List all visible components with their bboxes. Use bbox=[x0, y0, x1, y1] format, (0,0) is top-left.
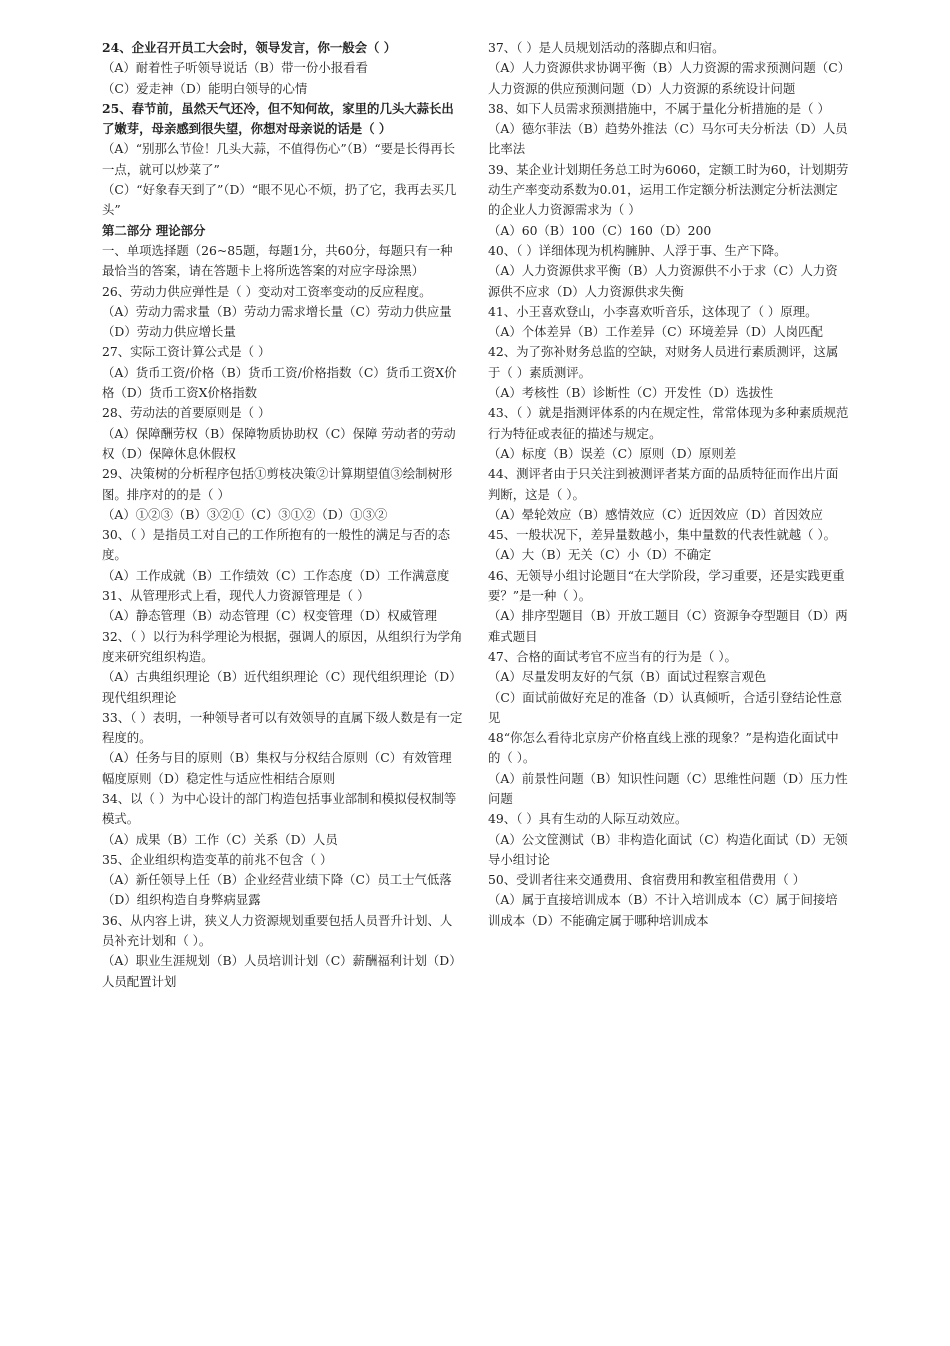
left-column-paragraph: （A）耐着性子听领导说话（B）带一份小报看看 bbox=[102, 60, 368, 76]
right-column-paragraph: 48“你怎么看待北京房产价格直线上涨的现象？”是构造化面试中的（ ）。 bbox=[488, 730, 839, 766]
right-column-paragraph: （A）个体差异（B）工作差异（C）环境差异（D）人岗匹配 bbox=[488, 324, 823, 340]
right-column-paragraph: （A）属于直接培训成本（B）不计入培训成本（C）属于间接培训成本（D）不能确定属于哪种培训成本 bbox=[488, 892, 838, 928]
left-column-paragraph: （A）劳动力需求量（B）劳动力需求增长量（C）劳动力供应量（D）劳动力供应增长量 bbox=[102, 303, 452, 340]
right-column-paragraph: （A）晕轮效应（B）感情效应（C）近因效应（D）首因效应 bbox=[488, 506, 823, 522]
right-column-paragraph: （A）标度（B）误差（C）原则（D）原则差 bbox=[488, 445, 737, 461]
right-column-paragraph: （A）考核性（B）诊断性（C）开发性（D）选拔性 bbox=[488, 385, 774, 401]
left-column-paragraph: （A）①②③（B）③②①（C）③①②（D）①③② bbox=[102, 506, 388, 522]
right-column-paragraph: 43、（ ）就是指测评体系的内在规定性，常常体现为多种素质规范行为特征或表征的描述与规定。 bbox=[488, 405, 849, 441]
left-column-paragraph: 29、决策树的分析程序包括①剪枝决策②计算期望值③绘制树形图。排序对的的是（ ） bbox=[102, 466, 453, 502]
left-column bbox=[102, 38, 464, 992]
right-column-paragraph: 44、测评者由于只关注到被测评者某方面的品质特征而作出片面判断，这是（ ）。 bbox=[488, 466, 839, 502]
left-column-paragraph: 24、企业召开员工大会时，领导发言，你一般会（ ） bbox=[102, 40, 397, 55]
right-column-paragraph: （A）前景性问题（B）知识性问题（C）思维性问题（D）压力性问题 bbox=[488, 770, 848, 806]
right-column bbox=[488, 38, 850, 931]
right-column-paragraph: 38、如下人员需求预测措施中，不属于量化分析措施的是（ ） bbox=[488, 100, 830, 116]
left-column-paragraph: 27、实际工资计算公式是（ ） bbox=[102, 344, 271, 360]
right-column-paragraph: （C）面试前做好充足的准备（D）认真倾听，合适引登结论性意见 bbox=[488, 689, 842, 725]
left-column-paragraph: 35、企业组织构造变革的前兆不包含（ ） bbox=[102, 851, 333, 867]
left-column-paragraph: （A）保障酬劳权（B）保障物质协助权（C）保障 劳动者的劳动权（D）保障休息休假权 bbox=[102, 425, 456, 461]
left-column-paragraph: 26、劳动力供应弹性是（ ）变动对工资率变动的反应程度。 bbox=[102, 283, 432, 299]
right-column-paragraph: 46、无领导小组讨论题目“在大学阶段，学习重要，还是实践更重要？”是一种（ ）。 bbox=[488, 567, 845, 604]
left-column-paragraph: 32、（ ）以行为科学理论为根据，强调人的原因，从组织行为学角度来研究组织构造。 bbox=[102, 628, 463, 664]
left-column-paragraph: （C）爱走神（D）能明白领导的心情 bbox=[102, 80, 308, 96]
right-column-paragraph: （A）大（B）无关（C）小（D）不确定 bbox=[488, 547, 712, 563]
left-column-paragraph: （A）成果（B）工作（C）关系（D）人员 bbox=[102, 831, 338, 847]
right-column-paragraph: （A）排序型题目（B）开放工题目（C）资源争夺型题目（D）两难式题目 bbox=[488, 608, 848, 644]
right-column-paragraph: （A）尽量发明友好的气氛（B）面试过程察言观色 bbox=[488, 669, 767, 685]
left-column-paragraph: （A）古典组织理论（B）近代组织理论（C）现代组织理论（D）现代组织理论 bbox=[102, 669, 462, 705]
left-column-paragraph: 一、单项选择题（26~85题，每题1分，共60分，每题只有一种最恰当的答案，请在答题卡上将所选答案的对应字母涂黑） bbox=[102, 242, 453, 279]
right-column-paragraph: 42、为了弥补财务总监的空缺，对财务人员进行素质测评，这属于（ ）素质测评。 bbox=[488, 344, 839, 380]
left-column-paragraph: 25、春节前，虽然天气还冷，但不知何故，家里的几头大蒜长出了嫩芽，母亲感到很失望，你想对母亲说的话是（ ） bbox=[102, 100, 454, 137]
left-column-paragraph: （A）货币工资/价格（B）货币工资/价格指数（C）货币工资X价格（D）货币工资X价格指数 bbox=[102, 364, 457, 401]
right-column-paragraph: 39、某企业计划期任务总工时为6060，定额工时为60，计划期劳动生产率变动系数为0.01，运用工作定额分析法测定分析法测定的企业人力资源需求为（ ） bbox=[488, 161, 849, 218]
right-column-paragraph: 50、受训者往来交通费用、食宿费用和教室租借费用（ ） bbox=[488, 872, 806, 888]
left-column-paragraph: （A）任务与目的原则（B）集权与分权结合原则（C）有效管理幅度原则（D）稳定性与适应性相结合原则 bbox=[102, 750, 452, 786]
left-column-paragraph: 36、从内容上讲，狭义人力资源规划重要包括人员晋升计划、人员补充计划和（ ）。 bbox=[102, 912, 453, 949]
left-column-paragraph: （A）职业生涯规划（B）人员培训计划（C）薪酬福利计划（D）人员配置计划 bbox=[102, 953, 462, 989]
right-column-paragraph: （A）人力资源供求协调平衡（B）人力资源的需求预测问题（C）人力资源的供应预测问题（D）人力资源的系统设计问题 bbox=[488, 60, 844, 96]
right-column-paragraph: （A）德尔菲法（B）趋势外推法（C）马尔可夫分析法（D）人员比率法 bbox=[488, 121, 848, 157]
left-column-paragraph: （C）“好象春天到了”（D）“眼不见心不烦，扔了它，我再去买几头” bbox=[102, 182, 457, 218]
left-column-paragraph: 33、（ ）表明，一种领导者可以有效领导的直属下级人数是有一定程度的。 bbox=[102, 709, 463, 746]
left-column-paragraph: （A）新任领导上任（B）企业经营业绩下降（C）员工士气低落（D）组织构造自身弊病显露 bbox=[102, 872, 452, 908]
left-column-paragraph: 28、劳动法的首要原则是（ ） bbox=[102, 405, 271, 421]
right-column-paragraph: （A）人力资源供求平衡（B）人力资源供不小于求（C）人力资源供不应求（D）人力资源供求失衡 bbox=[488, 263, 838, 299]
left-column-paragraph: 30、（ ）是指员工对自己的工作所抱有的一般性的满足与否的态度。 bbox=[102, 527, 451, 563]
right-column-paragraph: （A）60（B）100（C）160（D）200 bbox=[488, 222, 712, 238]
right-column-paragraph: 47、合格的面试考官不应当有的行为是（ ）。 bbox=[488, 648, 737, 664]
right-column-paragraph: 37、（ ）是人员规划活动的落脚点和归宿。 bbox=[488, 40, 725, 55]
right-column-paragraph: 40、（ ）详细体现为机构臃肿、人浮于事、生产下降。 bbox=[488, 242, 787, 258]
right-column-paragraph: 49、（ ）具有生动的人际互动效应。 bbox=[488, 811, 688, 827]
right-column-paragraph: 45、一般状况下，差异量数越小，集中量数的代表性就越（ ）。 bbox=[488, 527, 837, 543]
left-column-paragraph: （A）工作成就（B）工作绩效（C）工作态度（D）工作满意度 bbox=[102, 567, 450, 583]
left-column-paragraph: 第二部分 理论部分 bbox=[102, 222, 206, 238]
left-column-paragraph: 31、从管理形式上看，现代人力资源管理是（ ） bbox=[102, 588, 370, 604]
left-column-paragraph: （A）静态管理（B）动态管理（C）权变管理（D）权威管理 bbox=[102, 608, 437, 624]
right-column-paragraph: 41、小王喜欢登山，小李喜欢听音乐，这体现了（ ）原理。 bbox=[488, 303, 818, 319]
left-column-paragraph: 34、以（ ）为中心设计的部门构造包括事业部制和模拟侵权制等模式。 bbox=[102, 790, 457, 827]
left-column-paragraph: （A）“别那么节俭！几头大蒜，不值得伤心”（B）“要是长得再长一点，就可以炒菜了” bbox=[102, 141, 456, 177]
right-column-paragraph: （A）公文筐测试（B）非构造化面试（C）构造化面试（D）无领导小组讨论 bbox=[488, 831, 848, 867]
